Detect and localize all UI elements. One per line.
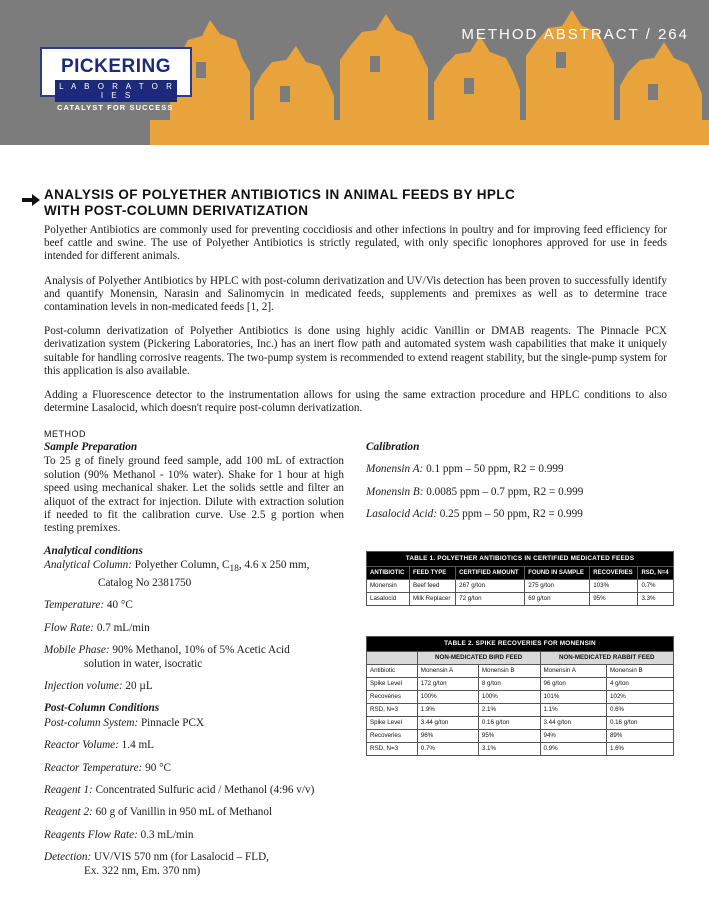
method-section-label: METHOD bbox=[44, 429, 86, 439]
reagent-2-row bbox=[44, 806, 344, 819]
calibration-monensin-a-label: Monensin A: bbox=[366, 463, 424, 476]
logo-company-name: PICKERING bbox=[60, 56, 172, 77]
intro-paragraph-2: Analysis of Polyether Antibiotics by HPLC with post-column derivatization and UV/Vis detection has been proven to successfully identify and quantify Monensin, Narasin and Salinomycin in medicated feeds, supplements and premixes as well as to determine trace contamination levels in non-medicated feeds [1, 2]. bbox=[44, 274, 667, 314]
detection-row bbox=[44, 851, 344, 878]
temperature-label: Temperature: bbox=[44, 599, 105, 612]
page-title bbox=[44, 187, 644, 219]
table-1-wrapper bbox=[366, 551, 674, 606]
reactor-volume-value: 1.4 mL bbox=[121, 739, 154, 752]
calibration-monensin-a-row bbox=[366, 463, 676, 476]
table-1-r2-c6: 3.3% bbox=[638, 593, 674, 606]
table-1-r1-c4: 275 g/ton bbox=[525, 580, 590, 593]
sample-preparation-heading: Sample Preparation bbox=[44, 441, 138, 453]
table-1-r2-c3: 72 g/ton bbox=[456, 593, 525, 606]
flow-rate-row bbox=[44, 622, 344, 635]
table-2-r4-c5: 0.16 g/ton bbox=[606, 717, 673, 730]
reagents-flow-rate-label: Reagents Flow Rate: bbox=[44, 828, 138, 841]
table-row bbox=[367, 580, 674, 593]
logo-tagline: CATALYST FOR SUCCESS bbox=[57, 103, 174, 112]
injection-volume-value: 20 µL bbox=[125, 679, 153, 692]
table-2-r4-c3: 0.16 g/ton bbox=[478, 717, 540, 730]
table-1-col-found-in-sample: FOUND IN SAMPLE bbox=[525, 567, 590, 580]
table-2-header-row bbox=[367, 665, 674, 678]
table-1-r1-c6: 0.7% bbox=[638, 580, 674, 593]
table-2-r5-c2: 96% bbox=[417, 730, 478, 743]
company-logo bbox=[40, 47, 192, 100]
reagent-1-label: Reagent 1: bbox=[44, 783, 93, 796]
table-1-r2-c1: Lasalocid bbox=[367, 593, 410, 606]
intro-paragraph-4: Adding a Fluorescence detector to the instrumentation allows for using the same extraction procedure and HPLC conditions to also determine Lasalocid, which doesn't require post-column derivatization. bbox=[44, 389, 667, 415]
flow-rate-value: 0.7 mL/min bbox=[96, 621, 150, 634]
table-2-r6-c2: 0.7% bbox=[417, 743, 478, 756]
reagent-1-row bbox=[44, 784, 344, 797]
calibration-monensin-b-row bbox=[366, 486, 676, 499]
table-1-col-antibiotic: ANTIBIOTIC bbox=[367, 567, 410, 580]
table-2-r1-c2: 172 g/ton bbox=[417, 678, 478, 691]
reactor-temperature-label: Reactor Temperature: bbox=[44, 761, 143, 774]
page-header bbox=[0, 0, 709, 145]
table-1-col-recoveries: RECOVERIES bbox=[590, 567, 638, 580]
table-2-r2-c4: 101% bbox=[540, 691, 606, 704]
table-2-r3-c2: 1.9% bbox=[417, 704, 478, 717]
post-column-conditions-heading: Post-Column Conditions bbox=[44, 702, 160, 715]
table-1-header-row bbox=[367, 567, 674, 580]
detection-value: UV/VIS 570 nm (for Lasalocid – FLD, bbox=[94, 851, 269, 864]
table-2-col-bird-monensin-a: Monensin A bbox=[417, 665, 478, 678]
calibration-lasalocid-row bbox=[366, 508, 676, 521]
mobile-phase-row bbox=[44, 644, 344, 671]
table-1-title-row bbox=[367, 552, 674, 567]
table-2-r5-c1: Recoveries bbox=[367, 730, 418, 743]
catalog-number: Catalog No 2381750 bbox=[98, 576, 192, 589]
table-1-r2-c5: 95% bbox=[590, 593, 638, 606]
calibration-lasalocid-label: Lasalocid Acid: bbox=[366, 508, 437, 521]
detection-value-2: Ex. 322 nm, Em. 370 nm) bbox=[84, 864, 201, 877]
table-2-group-blank bbox=[367, 652, 418, 665]
table-2-r6-c4: 0.9% bbox=[540, 743, 606, 756]
calibration-monensin-b-value: 0.0085 ppm – 0.7 ppm, R2 = 0.999 bbox=[426, 485, 584, 498]
reagents-flow-rate-value: 0.3 mL/min bbox=[140, 828, 194, 841]
table-2-title: TABLE 2. SPIKE RECOVERIES FOR MONENSIN bbox=[367, 637, 674, 652]
table-2-r3-c5: 0.6% bbox=[606, 704, 673, 717]
reactor-volume-row bbox=[44, 739, 344, 752]
table-2-r3-c4: 1.1% bbox=[540, 704, 606, 717]
introduction-section bbox=[44, 224, 667, 426]
table-1-r2-c2: Milk Replacer bbox=[409, 593, 455, 606]
table-2-r4-c2: 3.44 g/ton bbox=[417, 717, 478, 730]
table-2-wrapper bbox=[366, 636, 674, 756]
table-2-group-bird-feed: NON-MEDICATED BIRD FEED bbox=[417, 652, 540, 665]
mobile-phase-value-2: solution in water, isocratic bbox=[84, 657, 203, 670]
post-column-system-value: Pinnacle PCX bbox=[140, 716, 205, 729]
analytical-column-value2: , 4.6 x 250 mm, bbox=[238, 559, 310, 572]
table-row bbox=[367, 717, 674, 730]
table-2-r4-c4: 3.44 g/ton bbox=[540, 717, 606, 730]
calibration-lasalocid-value: 0.25 ppm – 50 ppm, R2 = 0.999 bbox=[439, 508, 583, 521]
table-2-r2-c3: 100% bbox=[478, 691, 540, 704]
table-row bbox=[367, 704, 674, 717]
reactor-temperature-row bbox=[44, 762, 344, 775]
analytical-column-label: Analytical Column: bbox=[44, 559, 132, 572]
table-row bbox=[367, 678, 674, 691]
table-row bbox=[367, 691, 674, 704]
intro-paragraph-1: Polyether Antibiotics are commonly used for preventing coccidiosis and other infections in poultry and for improving feed efficiency for beef cattle and swine. The use of Polyether Antibiotics is strictly regulated, with only specific ionophores approved for use in feeds intended for different animals. bbox=[44, 224, 667, 263]
analytical-column-value: Polyether Column, C bbox=[134, 559, 230, 572]
calibration-monensin-b-label: Monensin B: bbox=[366, 485, 424, 498]
table-1-col-feed-type: FEED TYPE bbox=[409, 567, 455, 580]
table-2-r1-c4: 96 g/ton bbox=[540, 678, 606, 691]
table-1-r1-c1: Monensin bbox=[367, 580, 410, 593]
table-1-r1-c5: 103% bbox=[590, 580, 638, 593]
table-1-title: TABLE 1. POLYETHER ANTIBIOTICS IN CERTIFIED MEDICATED FEEDS bbox=[367, 552, 674, 567]
reactor-volume-label: Reactor Volume: bbox=[44, 739, 119, 752]
mobile-phase-value: 90% Methanol, 10% of 5% Acetic Acid bbox=[112, 644, 290, 657]
calibration-heading: Calibration bbox=[366, 441, 420, 453]
page-title-line1: ANALYSIS OF POLYETHER ANTIBIOTICS IN ANIMAL FEEDS BY HPLC bbox=[44, 187, 516, 202]
detection-label: Detection: bbox=[44, 851, 92, 864]
table-2-r6-c3: 3.1% bbox=[478, 743, 540, 756]
injection-volume-label: Injection volume: bbox=[44, 679, 123, 692]
intro-paragraph-3: Post-column derivatization of Polyether Antibiotics is done using highly acidic Vanillin or DMAB reagents. The Pinnacle PCX derivatization system (Pickering Laboratories, Inc.) has an inert flow path and automated system wash capabilities that make it uniquely suitable for handling corrosive reagents. The two-pump system is recommended to extend reagent stability, but the single-pump system for this application is also available. bbox=[44, 325, 667, 377]
logo-company-subtitle: L A B O R A T O R I E S bbox=[55, 80, 177, 102]
analytical-column-subscript: 18 bbox=[229, 564, 239, 575]
table-2-r3-c3: 2.1% bbox=[478, 704, 540, 717]
table-1-col-certified-amount: CERTIFIED AMOUNT bbox=[456, 567, 525, 580]
sample-preparation-text: To 25 g of finely ground feed sample, add 100 mL of extraction solution (90% Methanol - 10% water). Shake for 1 hour at high speed using mechanical shaker. Let the solids settle and filter an aliquot of the extract for injection. Dilute with extraction solution if needed to fit the calibration curve. Use 2.5 g portion when testing premixes. bbox=[44, 455, 344, 535]
mobile-phase-label: Mobile Phase: bbox=[44, 644, 110, 657]
temperature-value: 40 °C bbox=[106, 599, 133, 612]
table-2-r5-c5: 89% bbox=[606, 730, 673, 743]
table-2-col-rabbit-monensin-a: Monensin A bbox=[540, 665, 606, 678]
table-2-r5-c4: 94% bbox=[540, 730, 606, 743]
table-1-r2-c4: 69 g/ton bbox=[525, 593, 590, 606]
table-2-r2-c1: Recoveries bbox=[367, 691, 418, 704]
analytical-conditions-heading: Analytical conditions bbox=[44, 544, 143, 557]
table-1-r1-c2: Beef feed bbox=[409, 580, 455, 593]
reagent-2-label: Reagent 2: bbox=[44, 806, 93, 819]
table-2-r1-c3: 8 g/ton bbox=[478, 678, 540, 691]
table-2-r1-c1: Spike Level bbox=[367, 678, 418, 691]
method-right-column bbox=[366, 441, 676, 524]
table-2-group-header-row bbox=[367, 652, 674, 665]
reagent-2-value: 60 g of Vanillin in 950 mL of Methanol bbox=[95, 806, 273, 819]
post-column-system-label: Post-column System: bbox=[44, 716, 139, 729]
table-row bbox=[367, 593, 674, 606]
cow-silhouettes-graphic bbox=[150, 0, 709, 145]
table-2-r6-c5: 1.6% bbox=[606, 743, 673, 756]
reactor-temperature-value: 90 °C bbox=[145, 761, 172, 774]
table-2-r5-c3: 95% bbox=[478, 730, 540, 743]
page-title-line2: WITH POST-COLUMN DERIVATIZATION bbox=[44, 203, 309, 218]
table-2-r1-c5: 4 g/ton bbox=[606, 678, 673, 691]
calibration-monensin-a-value: 0.1 ppm – 50 ppm, R2 = 0.999 bbox=[426, 463, 564, 476]
reagents-flow-rate-row bbox=[44, 829, 344, 842]
method-left-column bbox=[44, 441, 344, 880]
post-column-system-row bbox=[44, 717, 344, 730]
injection-volume-row bbox=[44, 680, 344, 693]
table-1-polyether-antibiotics bbox=[366, 551, 674, 606]
table-row bbox=[367, 730, 674, 743]
table-2-col-bird-monensin-b: Monensin B bbox=[478, 665, 540, 678]
table-2-r6-c1: RSD, N=3 bbox=[367, 743, 418, 756]
table-row bbox=[367, 743, 674, 756]
table-2-r3-c1: RSD, N=3 bbox=[367, 704, 418, 717]
table-2-r2-c2: 100% bbox=[417, 691, 478, 704]
temperature-row bbox=[44, 599, 344, 612]
table-1-col-rsd: RSD, N=4 bbox=[638, 567, 674, 580]
table-1-r1-c3: 267 g/ton bbox=[456, 580, 525, 593]
table-2-col-antibiotic: Antibiotic bbox=[367, 665, 418, 678]
table-2-group-rabbit-feed: NON-MEDICATED RABBIT FEED bbox=[540, 652, 674, 665]
table-2-r2-c5: 102% bbox=[606, 691, 673, 704]
table-2-col-rabbit-monensin-b: Monensin B bbox=[606, 665, 673, 678]
table-2-spike-recoveries bbox=[366, 636, 674, 756]
reagent-1-value: Concentrated Sulfuric acid / Methanol (4:96 v/v) bbox=[95, 783, 315, 796]
flow-rate-label: Flow Rate: bbox=[44, 621, 95, 634]
table-2-title-row bbox=[367, 637, 674, 652]
table-2-r4-c1: Spike Level bbox=[367, 717, 418, 730]
method-abstract-label: METHOD ABSTRACT / 264 bbox=[461, 26, 689, 43]
analytical-column-row bbox=[44, 559, 344, 590]
